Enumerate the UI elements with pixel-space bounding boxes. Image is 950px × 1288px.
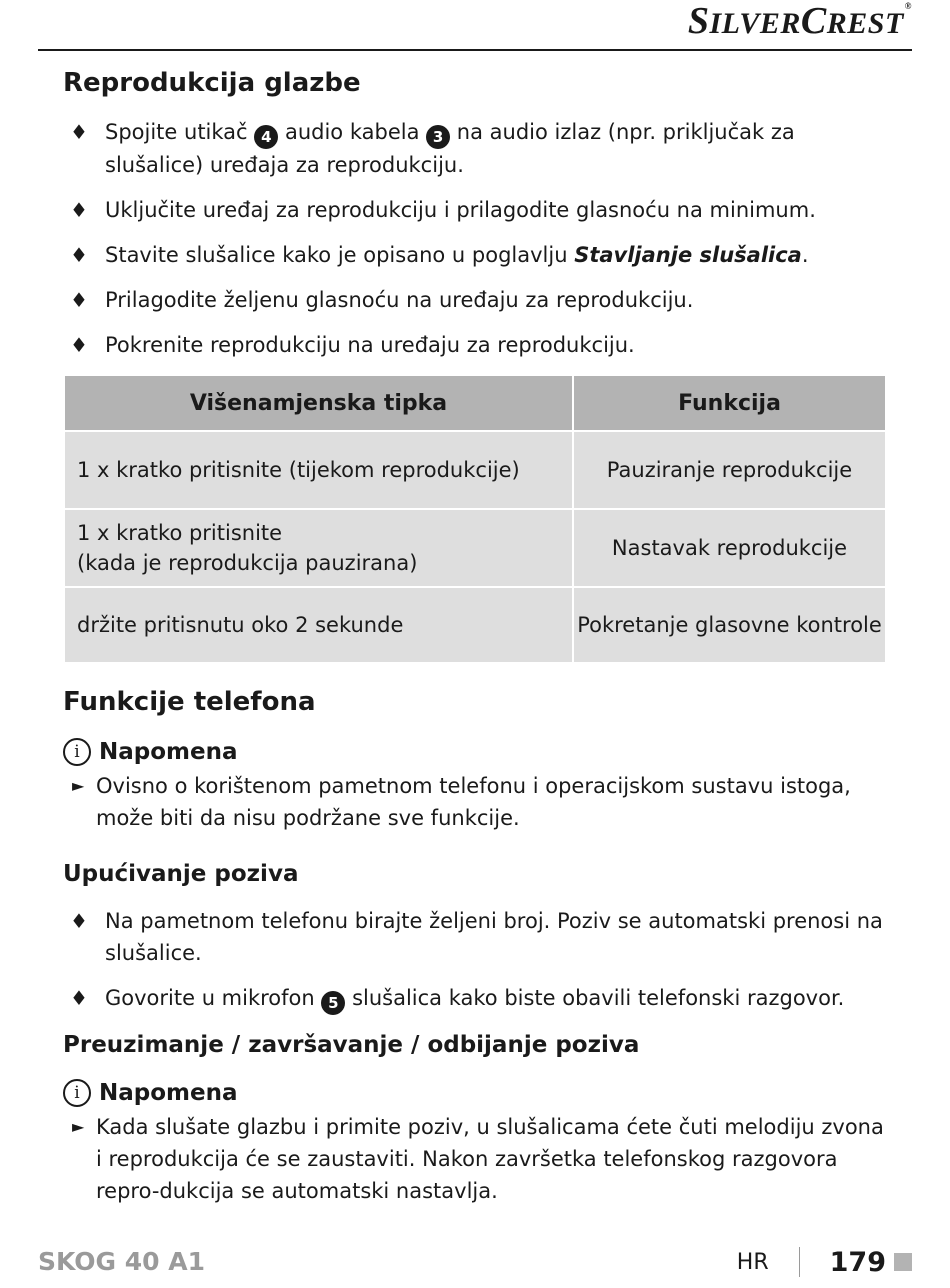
callout-number-icon: 3: [426, 125, 450, 149]
diamond-bullet-icon: ♦: [70, 288, 88, 312]
header-rule: [38, 49, 912, 51]
table-header-row: [64, 375, 886, 431]
page-footer: [737, 1244, 912, 1280]
table-row: [64, 587, 886, 663]
table-cell: Pauziranje reprodukcije: [573, 431, 886, 509]
chapter-reference: Stavljanje slušalica: [574, 243, 802, 267]
section-title-phone: Funkcije telefona: [63, 687, 316, 717]
table-cell: 1 x kratko pritisnite (kada je reprodukcija pauzirana): [64, 509, 573, 587]
section-title-music: Reprodukcija glazbe: [63, 68, 361, 98]
table-row: [64, 509, 886, 587]
callout-number-icon: 4: [254, 125, 278, 149]
table-cell: Pokretanje glasovne kontrole: [573, 587, 886, 663]
note-heading: i Napomena: [63, 1075, 887, 1111]
info-icon: i: [63, 1079, 91, 1107]
diamond-bullet-icon: ♦: [70, 120, 88, 144]
note-text: ► Ovisno o korištenom pametnom telefonu i operacijskom sustavu istoga, može biti da nisu podržane sve funkcije.: [63, 770, 887, 834]
page-marker-square: [894, 1253, 912, 1271]
page-content: [63, 63, 887, 1207]
table-cell: Nastavak reprodukcije: [573, 509, 886, 587]
footer-divider: [799, 1247, 800, 1277]
callout-number-icon: 5: [321, 991, 345, 1015]
triangle-arrow-icon: ►: [72, 1117, 85, 1136]
diamond-bullet-icon: ♦: [70, 198, 88, 222]
page-number: 179: [829, 1246, 886, 1278]
triangle-arrow-icon: ►: [72, 776, 85, 795]
table-cell: držite pritisnutu oko 2 sekunde: [64, 587, 573, 663]
info-icon: i: [63, 738, 91, 766]
diamond-bullet-icon: ♦: [70, 986, 88, 1010]
table-header-cell: Višenamjenska tipka: [64, 375, 573, 431]
list-item: ♦ Stavite slušalice kako je opisano u poglavlju Stavljanje slušalica.: [63, 239, 887, 271]
model-name: SKOG 40 A1: [38, 1247, 205, 1276]
list-item: ♦ Govorite u mikrofon 5 slušalica kako biste obavili telefonski razgovor.: [63, 982, 887, 1015]
button-function-table: [63, 374, 887, 664]
language-code: HR: [736, 1249, 769, 1275]
list-item: ♦ Prilagodite željenu glasnoću na uređaju za reprodukciju.: [63, 284, 887, 316]
calling-steps: [63, 905, 887, 1015]
music-steps: [63, 116, 887, 361]
diamond-bullet-icon: ♦: [70, 909, 88, 933]
table-header-cell: Funkcija: [573, 375, 886, 431]
section-title-calling: Upućivanje poziva: [63, 861, 299, 887]
brand-logo: SILVERCREST®: [687, 0, 912, 42]
note-text: ► Kada slušate glazbu i primite poziv, u slušalicama ćete čuti melodiju zvona i reprodukcija će se zaustaviti. Nakon završetka telefonskog razgovora repro-dukcija se automatski nastavlja.: [63, 1111, 887, 1207]
list-item: ♦ Uključite uređaj za reprodukciju i prilagodite glasnoću na minimum.: [63, 194, 887, 226]
table-cell: 1 x kratko pritisnite (tijekom reprodukcije): [64, 431, 573, 509]
table-row: [64, 431, 886, 509]
note-heading: i Napomena: [63, 734, 887, 770]
list-item: ♦ Spojite utikač 4 audio kabela 3 na audio izlaz (npr. priključak za slušalice) uređaja za reprodukciju.: [63, 116, 887, 181]
section-title-answer-calls: Preuzimanje / završavanje / odbijanje poziva: [63, 1032, 640, 1058]
list-item: ♦ Na pametnom telefonu birajte željeni broj. Poziv se automatski prenosi na slušalice.: [63, 905, 887, 969]
diamond-bullet-icon: ♦: [70, 243, 88, 267]
diamond-bullet-icon: ♦: [70, 333, 88, 357]
list-item: ♦ Pokrenite reprodukciju na uređaju za reprodukciju.: [63, 329, 887, 361]
